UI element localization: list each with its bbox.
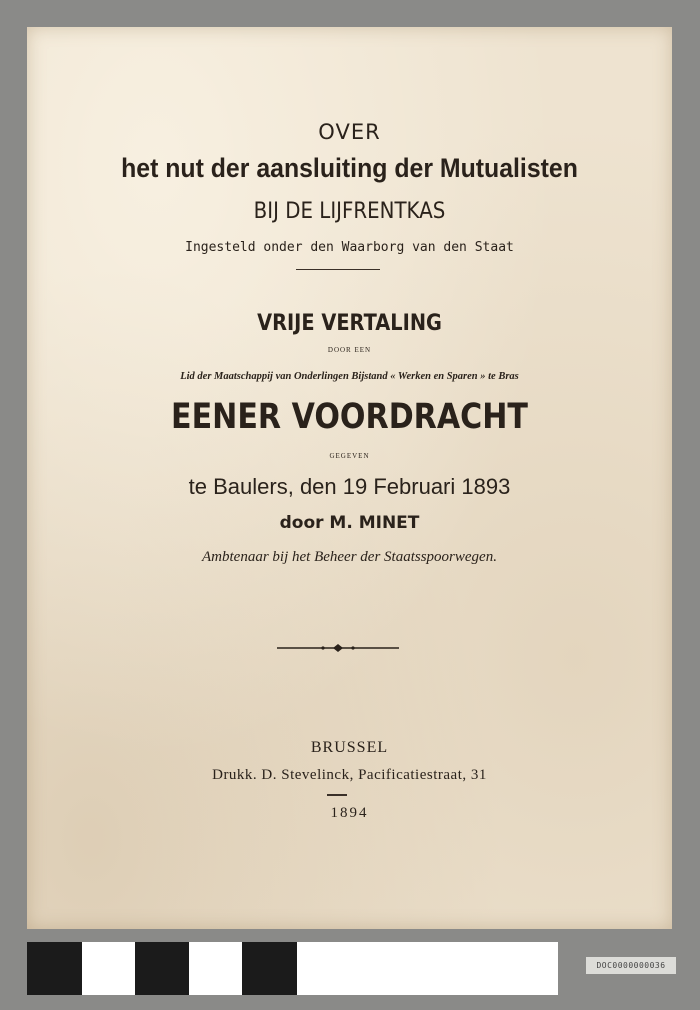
divider-rule — [296, 269, 380, 270]
city: BRUSSEL — [310, 739, 389, 756]
swatch-2 — [82, 942, 135, 995]
author-line: door M. MINET — [279, 513, 420, 533]
heading-over: OVER — [318, 120, 381, 144]
year: 1894 — [330, 805, 369, 821]
small-rule — [327, 794, 347, 796]
society-line: Lid der Maatschappij van Onderlingen Bijstand « Werken en Sparen » te Bras — [180, 371, 519, 382]
swatch-6 — [297, 942, 558, 995]
document-page — [27, 27, 672, 929]
translation-heading: VRIJE VERTALING — [257, 311, 442, 336]
door-een-text: DOOR EEN — [327, 346, 372, 354]
swatch-1 — [27, 942, 82, 995]
author-role: Ambtenaar bij het Beheer der Staatsspoorwegen. — [202, 549, 497, 565]
subtitle: Ingesteld onder den Waarborg van den Staat — [185, 240, 514, 255]
printer-line: Drukk. D. Stevelinck, Pacificatiestraat, 31 — [212, 767, 487, 783]
swatch-5 — [242, 942, 297, 995]
ornament-divider-icon — [277, 641, 399, 655]
archive-code-label: DOC0000000036 — [586, 957, 676, 974]
swatch-3 — [135, 942, 189, 995]
gegeven-text: GEGEVEN — [329, 452, 370, 460]
title-line-1: het nut der aansluiting der Mutualisten — [121, 153, 578, 183]
lecture-heading: EENER VOORDRACHT — [171, 397, 528, 437]
swatch-4 — [189, 942, 242, 995]
place-date: te Baulers, den 19 Februari 1893 — [188, 474, 511, 499]
title-line-2: BIJ DE LIJFRENTKAS — [253, 199, 446, 224]
